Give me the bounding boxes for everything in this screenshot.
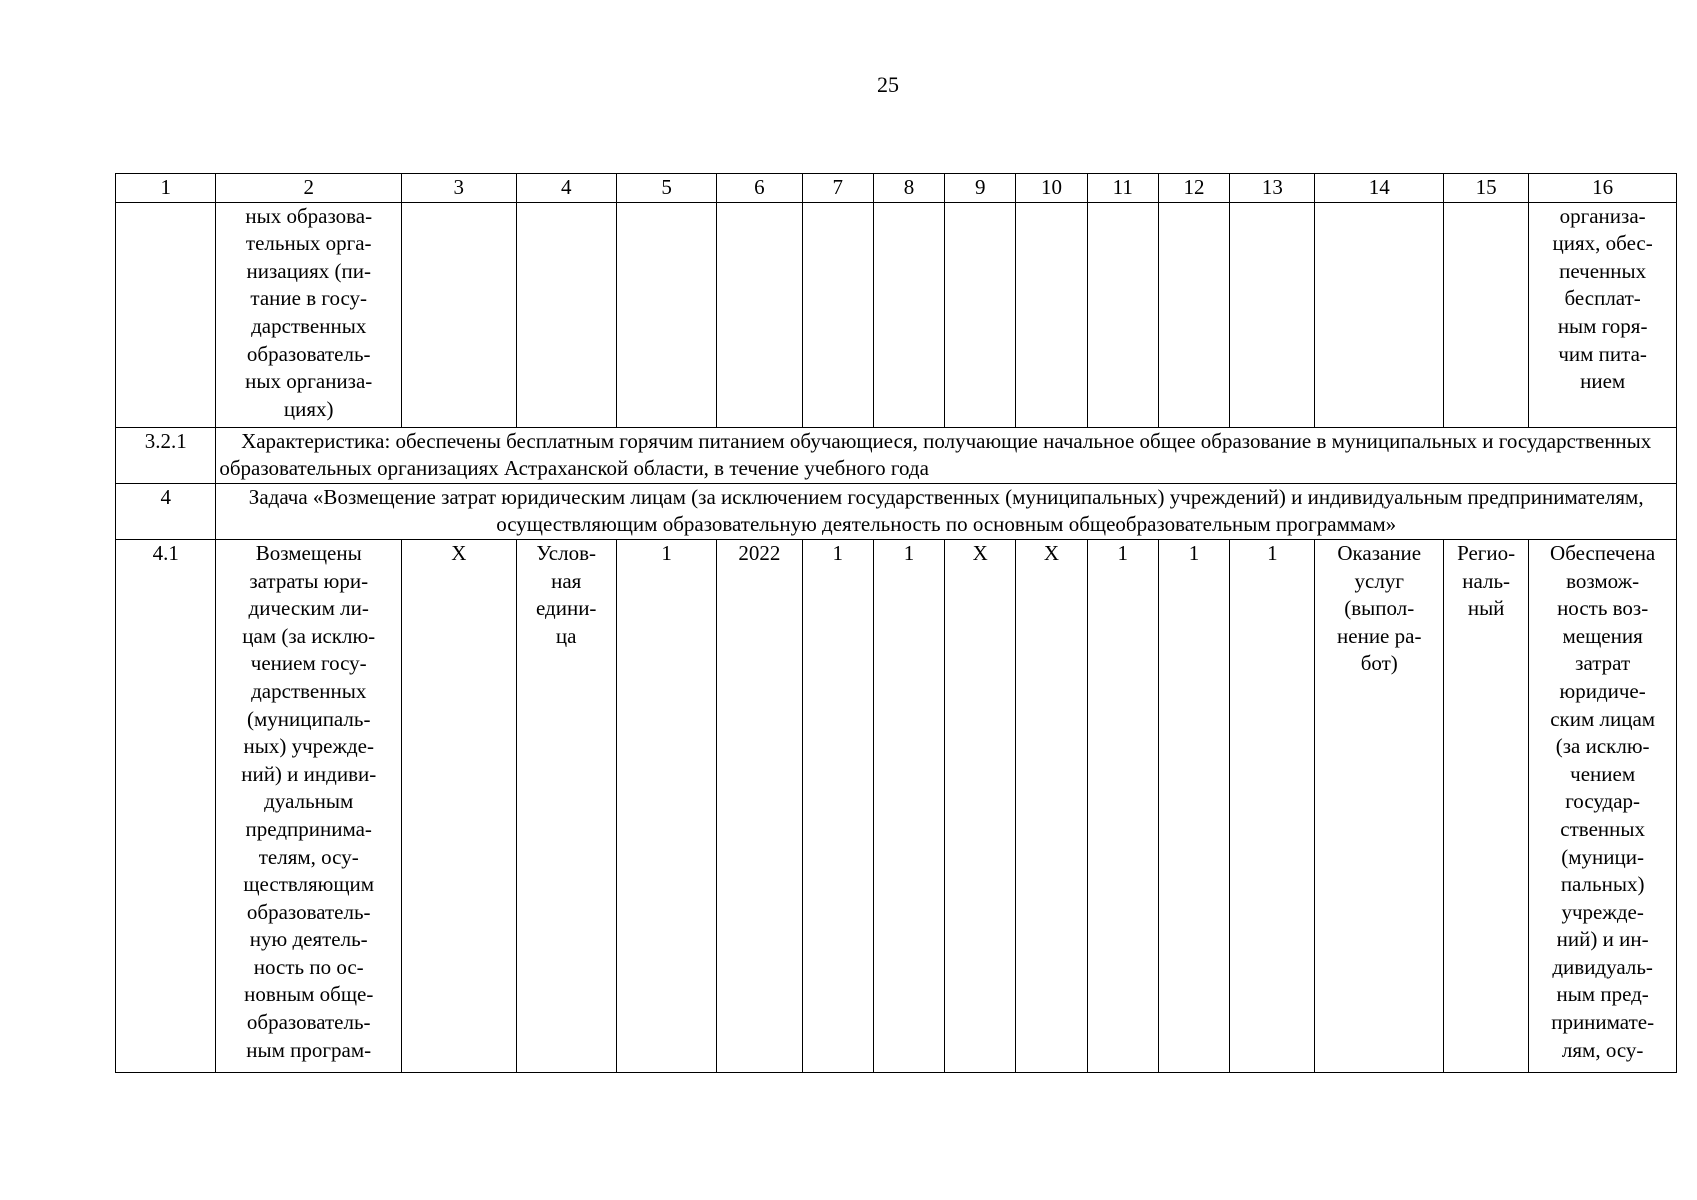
table-cell: [116, 202, 216, 427]
unit-cell: Услов- ная едини- ца: [516, 539, 616, 1072]
result-type-cell: Оказание услуг (выпол- нение ра- бот): [1315, 539, 1443, 1072]
row-number-cell: 3.2.1: [116, 427, 216, 483]
table-cell: [945, 202, 1016, 427]
indicators-table: [115, 173, 1677, 1073]
table-cell: [1443, 202, 1528, 427]
table-cell: 1: [873, 539, 944, 1072]
table-cell: [402, 202, 516, 427]
table-row: [116, 483, 1677, 539]
table-cell: [1016, 202, 1087, 427]
header-cell: 11: [1087, 174, 1158, 203]
table-cell: [1087, 202, 1158, 427]
table-row: [116, 427, 1677, 483]
task-text-cell: Задача «Возмещение затрат юридическим лицам (за исключением государственных (муниципальных) учреждений) и индивидуальным предпринимателям, осуществляющим образовательную деятельность по основным общеобразовательным программам»: [216, 483, 1677, 539]
header-cell: 9: [945, 174, 1016, 203]
header-cell: 10: [1016, 174, 1087, 203]
header-cell: 16: [1529, 174, 1677, 203]
result-description-cell: Обеспечена возмож- ность воз- мещения затрат юридиче- ским лицам (за исклю- чением государ- ственных (муници- пальных) учрежде- ний) и ин- дивидуаль- ным пред- принимате- лям, осу-: [1529, 539, 1677, 1072]
header-cell: 6: [717, 174, 802, 203]
table-cell: [802, 202, 873, 427]
header-cell: 7: [802, 174, 873, 203]
table-cell: 1: [1158, 539, 1229, 1072]
table-cell: 1: [1087, 539, 1158, 1072]
row-number-cell: 4.1: [116, 539, 216, 1072]
result-description-cell: организа- циях, обес- печенных бесплат- ным горя- чим пита- нием: [1529, 202, 1677, 427]
table-row: [116, 202, 1677, 427]
page-number: 25: [877, 72, 899, 97]
header-cell: 12: [1158, 174, 1229, 203]
table-cell: 1: [616, 539, 716, 1072]
table-cell: Х: [1016, 539, 1087, 1072]
table-cell: 1: [802, 539, 873, 1072]
table-cell: [1158, 202, 1229, 427]
indicator-name-cell: ных образова- тельных орга- низациях (пи- тание в госу- дарственных образователь- ных организа- циях): [216, 202, 402, 427]
header-cell: 14: [1315, 174, 1443, 203]
row-number-cell: 4: [116, 483, 216, 539]
table-cell: [717, 202, 802, 427]
header-cell: 13: [1230, 174, 1315, 203]
table-cell: [516, 202, 616, 427]
table-header-row: [116, 174, 1677, 203]
header-cell: 8: [873, 174, 944, 203]
header-cell: 4: [516, 174, 616, 203]
table-cell: [873, 202, 944, 427]
indicator-name-cell: Возмещены затраты юри- дическим ли- цам (за исклю- чением госу- дарственных (муниципаль- ных) учрежде- ний) и индиви- дуальным предпринима- телям, осу- ществляющим образователь- ную деятель- ность по ос- новным обще- образователь- ным програм-: [216, 539, 402, 1072]
header-cell: 15: [1443, 174, 1528, 203]
table-cell: [1315, 202, 1443, 427]
year-cell: 2022: [717, 539, 802, 1072]
table-cell: 1: [1230, 539, 1315, 1072]
table-cell: Х: [945, 539, 1016, 1072]
table-cell: Х: [402, 539, 516, 1072]
table-cell: [616, 202, 716, 427]
characteristic-text-cell: Характеристика: обеспечены бесплатным горячим питанием обучающиеся, получающие начальное общее образование в муниципальных и государственных образовательных организациях Астраханской области, в течение учебного года: [216, 427, 1677, 483]
level-cell: Регио- наль- ный: [1443, 539, 1528, 1072]
header-cell: 3: [402, 174, 516, 203]
table-row: [116, 539, 1677, 1072]
header-cell: 5: [616, 174, 716, 203]
table-cell: [1230, 202, 1315, 427]
header-cell: 2: [216, 174, 402, 203]
header-cell: 1: [116, 174, 216, 203]
